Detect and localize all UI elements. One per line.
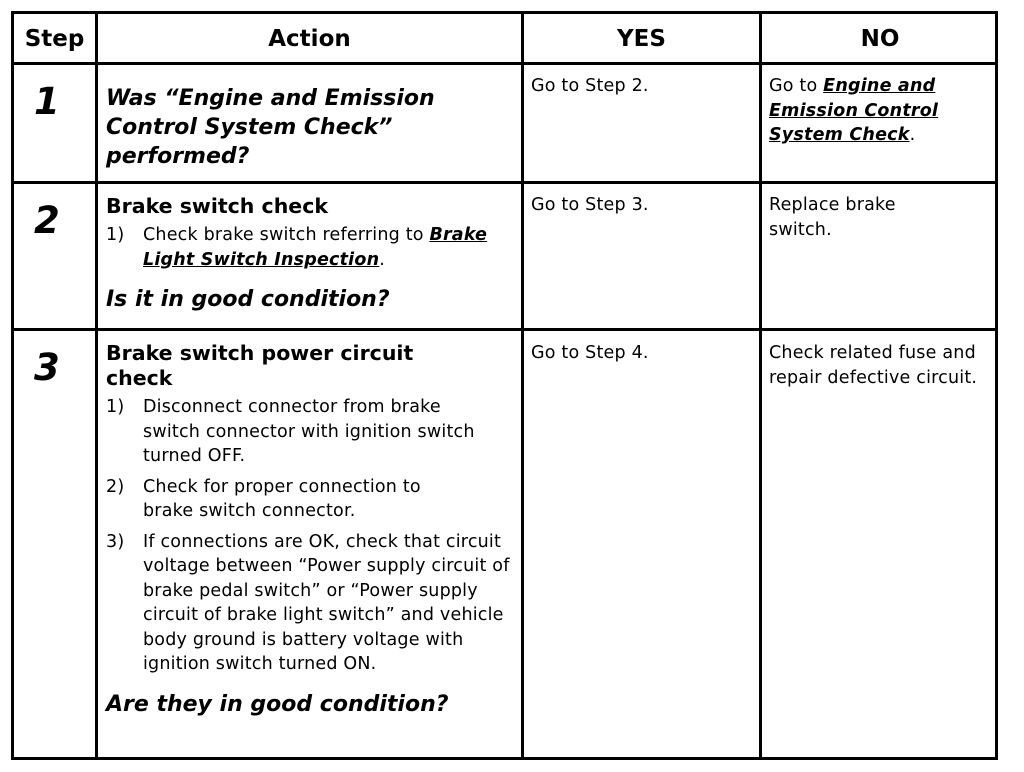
step-title: Brake switch power circuit check bbox=[106, 341, 414, 390]
action-cell bbox=[106, 194, 511, 314]
list-item bbox=[106, 530, 516, 677]
row-divider bbox=[14, 328, 995, 331]
no-cell bbox=[769, 74, 989, 148]
yes-cell: Go to Step 4. bbox=[531, 343, 649, 363]
brake-light-switch-inspection-link[interactable]: Brake Light Switch Inspection bbox=[143, 225, 488, 270]
item-number: 3) bbox=[106, 531, 125, 552]
column-divider bbox=[95, 14, 98, 757]
step-question: Was “Engine and Emission Control System Check” performed? bbox=[106, 86, 435, 169]
item-text: Check for proper connection to brake switch connector. bbox=[143, 476, 421, 521]
list-item bbox=[106, 475, 476, 524]
column-divider bbox=[521, 14, 524, 757]
no-text-prefix: Go to bbox=[769, 76, 824, 96]
engine-emission-check-link[interactable]: Engine and Emission Control System Check bbox=[769, 76, 939, 145]
item-text: Disconnect connector from brake switch connector with ignition switch turned OFF. bbox=[143, 397, 475, 466]
item-text: If connections are OK, check that circuit voltage between “Power supply circuit of brake pedal switch” or “Power supply circuit of brake light switch” and vehicle body ground is battery voltage with ignition switch turned ON. bbox=[143, 531, 510, 674]
diagnostic-table bbox=[11, 11, 998, 760]
item-text bbox=[143, 223, 511, 272]
no-cell: Replace brake switch. bbox=[769, 195, 896, 240]
yes-cell: Go to Step 3. bbox=[531, 195, 649, 215]
step-question: Is it in good condition? bbox=[106, 287, 390, 312]
header-action: Action bbox=[268, 26, 351, 52]
action-cell bbox=[106, 341, 518, 719]
action-cell bbox=[106, 84, 486, 171]
list-item bbox=[106, 223, 511, 272]
header-no: NO bbox=[860, 26, 900, 52]
item-number: 1) bbox=[106, 397, 125, 417]
header-step: Step bbox=[24, 26, 85, 52]
step-number: 3 bbox=[34, 346, 60, 389]
list-item bbox=[106, 395, 496, 469]
row-divider bbox=[14, 181, 995, 184]
item-number: 1) bbox=[106, 225, 125, 245]
no-cell: Check related fuse and repair defective circuit. bbox=[769, 343, 978, 388]
step-title: Brake switch check bbox=[106, 194, 328, 218]
item-text-body: Check brake switch referring to bbox=[143, 225, 430, 245]
step-number: 2 bbox=[34, 199, 60, 242]
header-yes: YES bbox=[617, 26, 666, 52]
item-number: 2) bbox=[106, 476, 125, 497]
column-divider bbox=[759, 14, 762, 757]
yes-cell: Go to Step 2. bbox=[531, 76, 649, 96]
no-text-suffix: . bbox=[909, 125, 916, 145]
step-number: 1 bbox=[34, 80, 60, 123]
item-text-suffix: . bbox=[379, 249, 386, 270]
step-question: Are they in good condition? bbox=[106, 691, 449, 717]
